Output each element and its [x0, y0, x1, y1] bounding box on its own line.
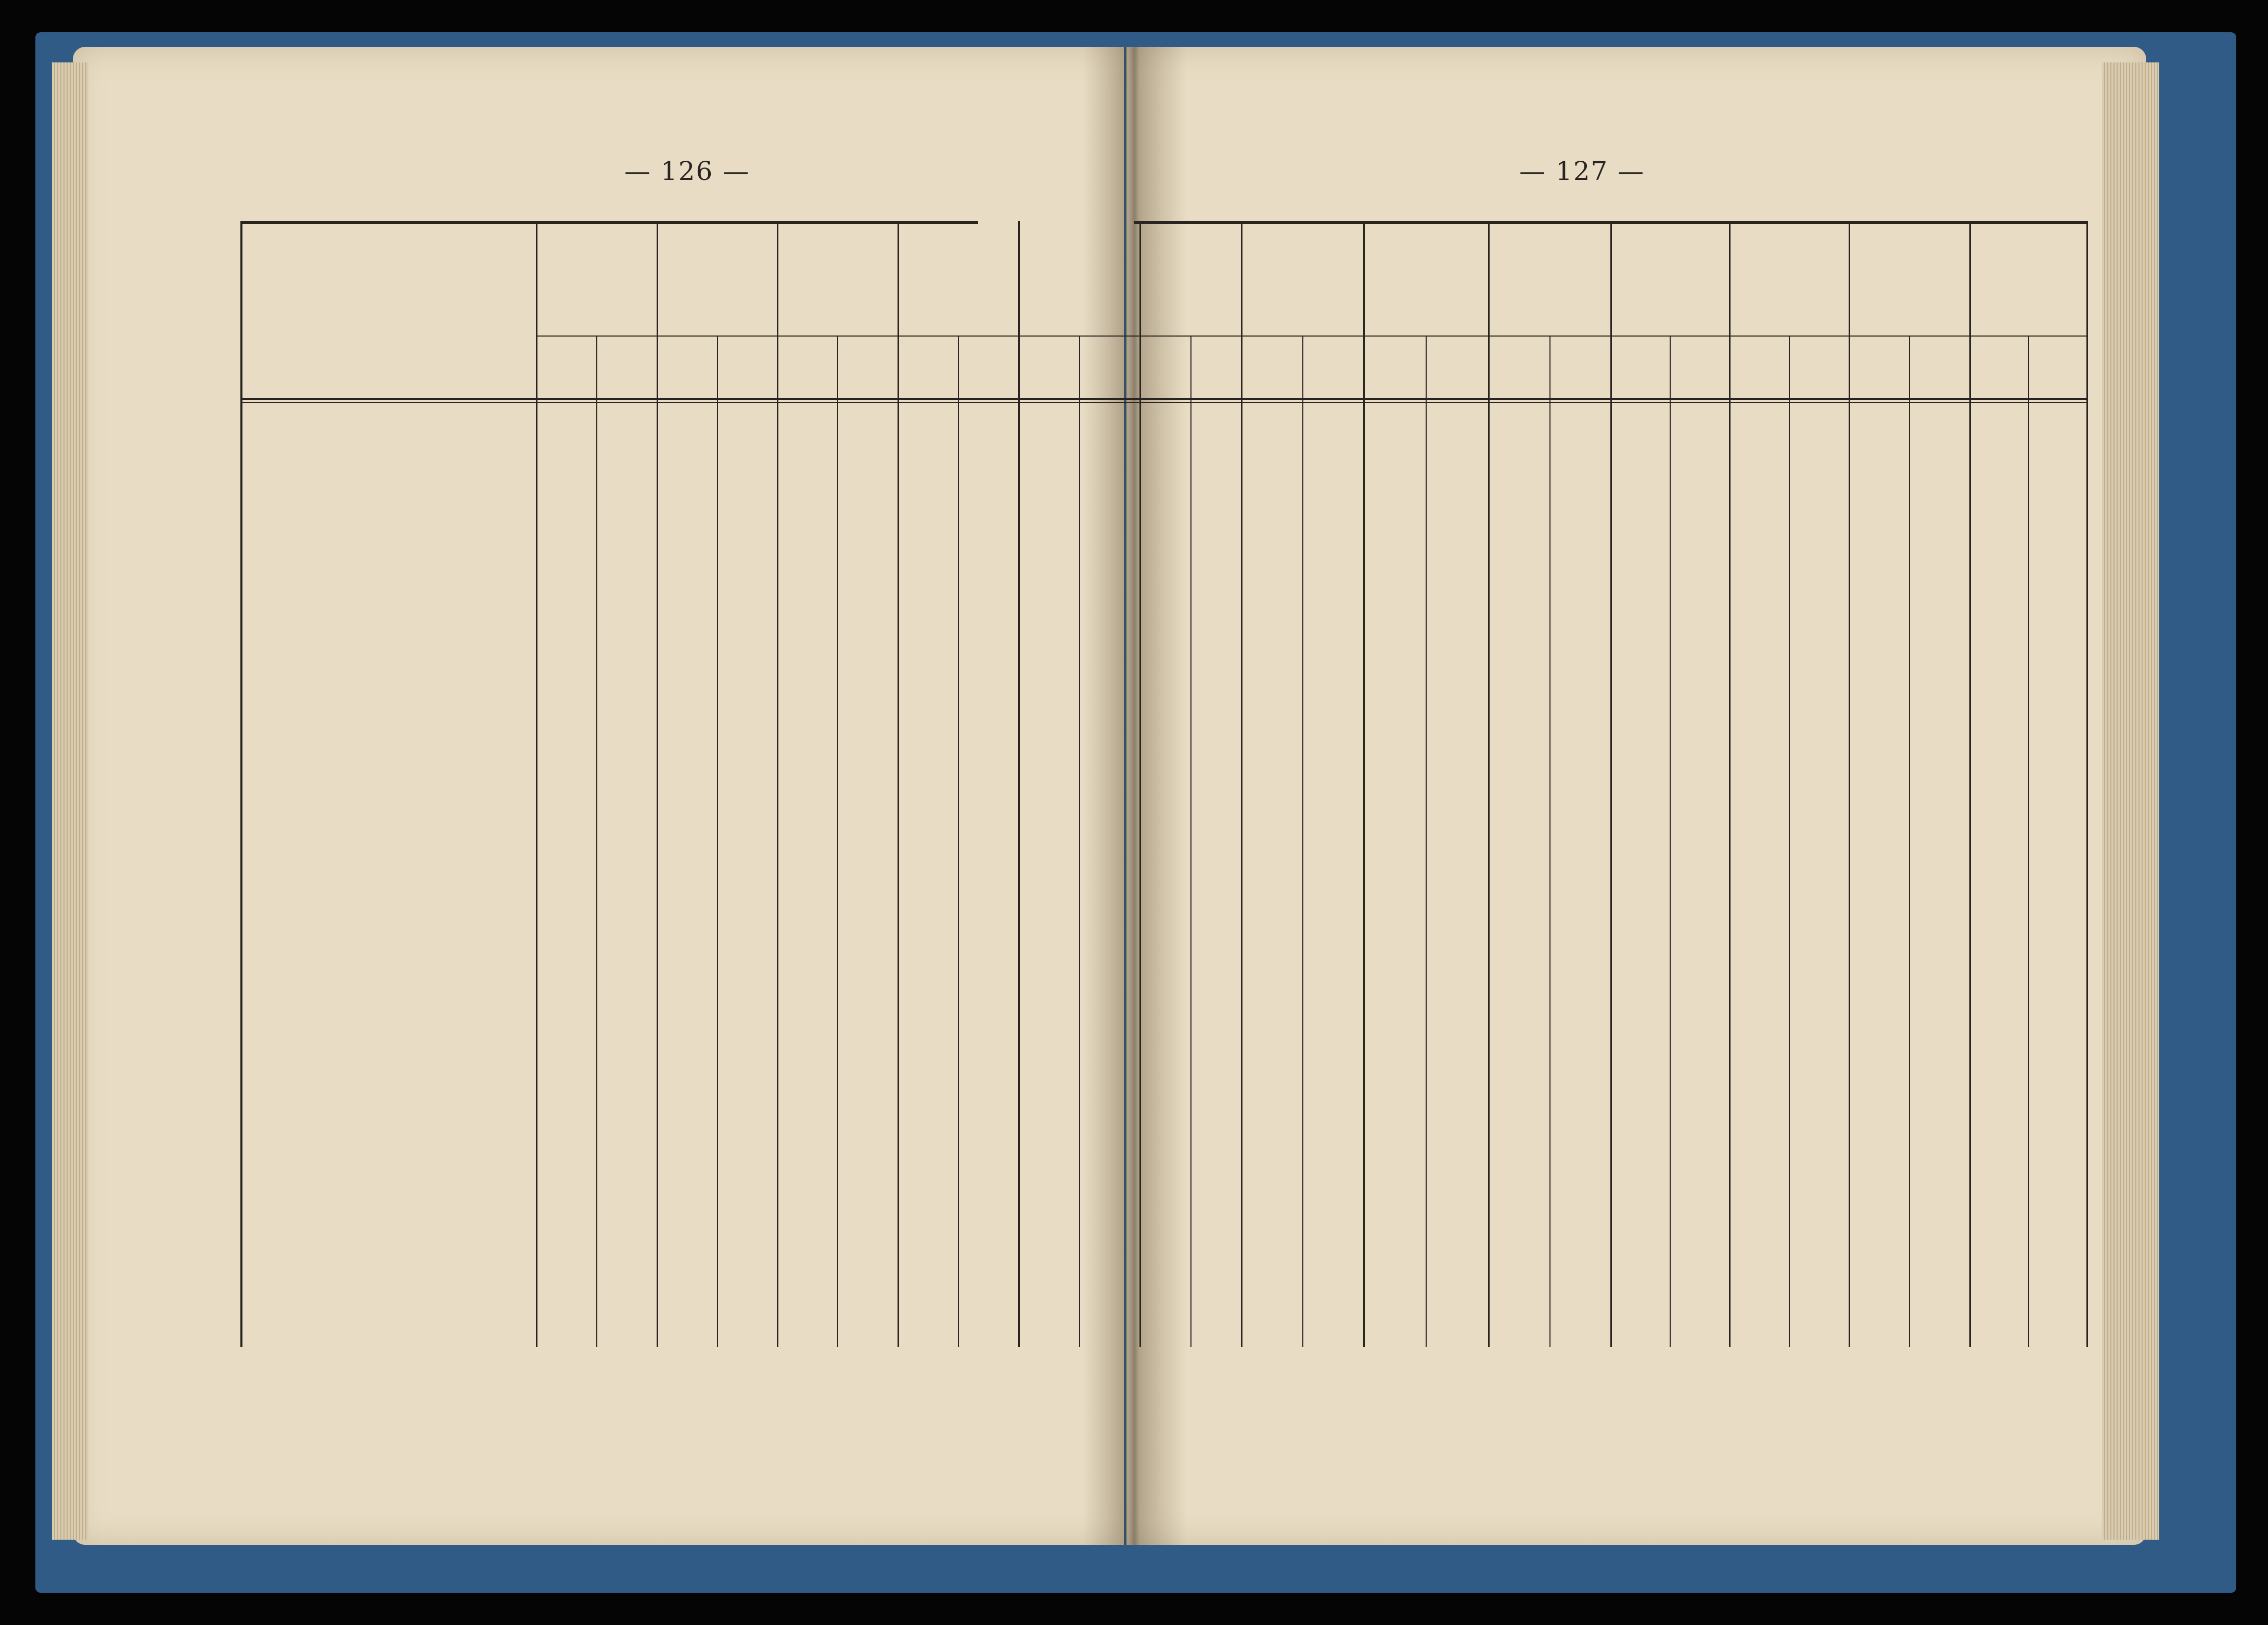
column-separator	[1241, 221, 1242, 1347]
subcolumn-separator	[717, 336, 718, 1347]
subcolumn-separator	[837, 336, 838, 1347]
column-separator	[898, 221, 899, 1347]
column-separator	[1729, 221, 1731, 1347]
subcolumn-separator	[1079, 336, 1080, 1347]
subcolumn-separator	[1909, 336, 1910, 1347]
right-page-number: — 127 —	[1519, 156, 1645, 186]
column-separator	[1610, 221, 1612, 1347]
right-page-edges	[2102, 62, 2159, 1540]
left-page	[73, 47, 1124, 1545]
column-separator	[2086, 221, 2088, 1347]
header-bottom-rule	[240, 398, 2086, 400]
header-bottom-rule-2	[240, 402, 2086, 403]
subcolumn-separator	[1549, 336, 1551, 1347]
table-left-border	[240, 221, 242, 1347]
left-page-number: — 126 —	[624, 156, 750, 186]
subcolumn-separator	[1302, 336, 1303, 1347]
column-separator	[536, 221, 537, 1347]
column-separator	[777, 221, 778, 1347]
left-page-edges	[52, 62, 88, 1540]
column-separator	[1018, 221, 1020, 1347]
column-separator	[1139, 221, 1141, 1347]
column-separator	[1488, 221, 1490, 1347]
right-page	[1126, 47, 2146, 1545]
subcolumn-separator	[2028, 336, 2029, 1347]
subcolumn-separator	[596, 336, 597, 1347]
table-top-rule-left	[240, 221, 978, 224]
subcolumn-separator	[1789, 336, 1790, 1347]
subcolumn-separator	[1426, 336, 1427, 1347]
subcolumn-separator	[958, 336, 959, 1347]
column-separator	[1849, 221, 1850, 1347]
column-separator	[1969, 221, 1971, 1347]
subcolumn-separator	[1670, 336, 1671, 1347]
subcolumn-separator	[1190, 336, 1191, 1347]
column-separator	[657, 221, 658, 1347]
subheader-rule	[536, 336, 2086, 337]
column-separator	[1363, 221, 1365, 1347]
book-gutter	[1082, 47, 1186, 1545]
